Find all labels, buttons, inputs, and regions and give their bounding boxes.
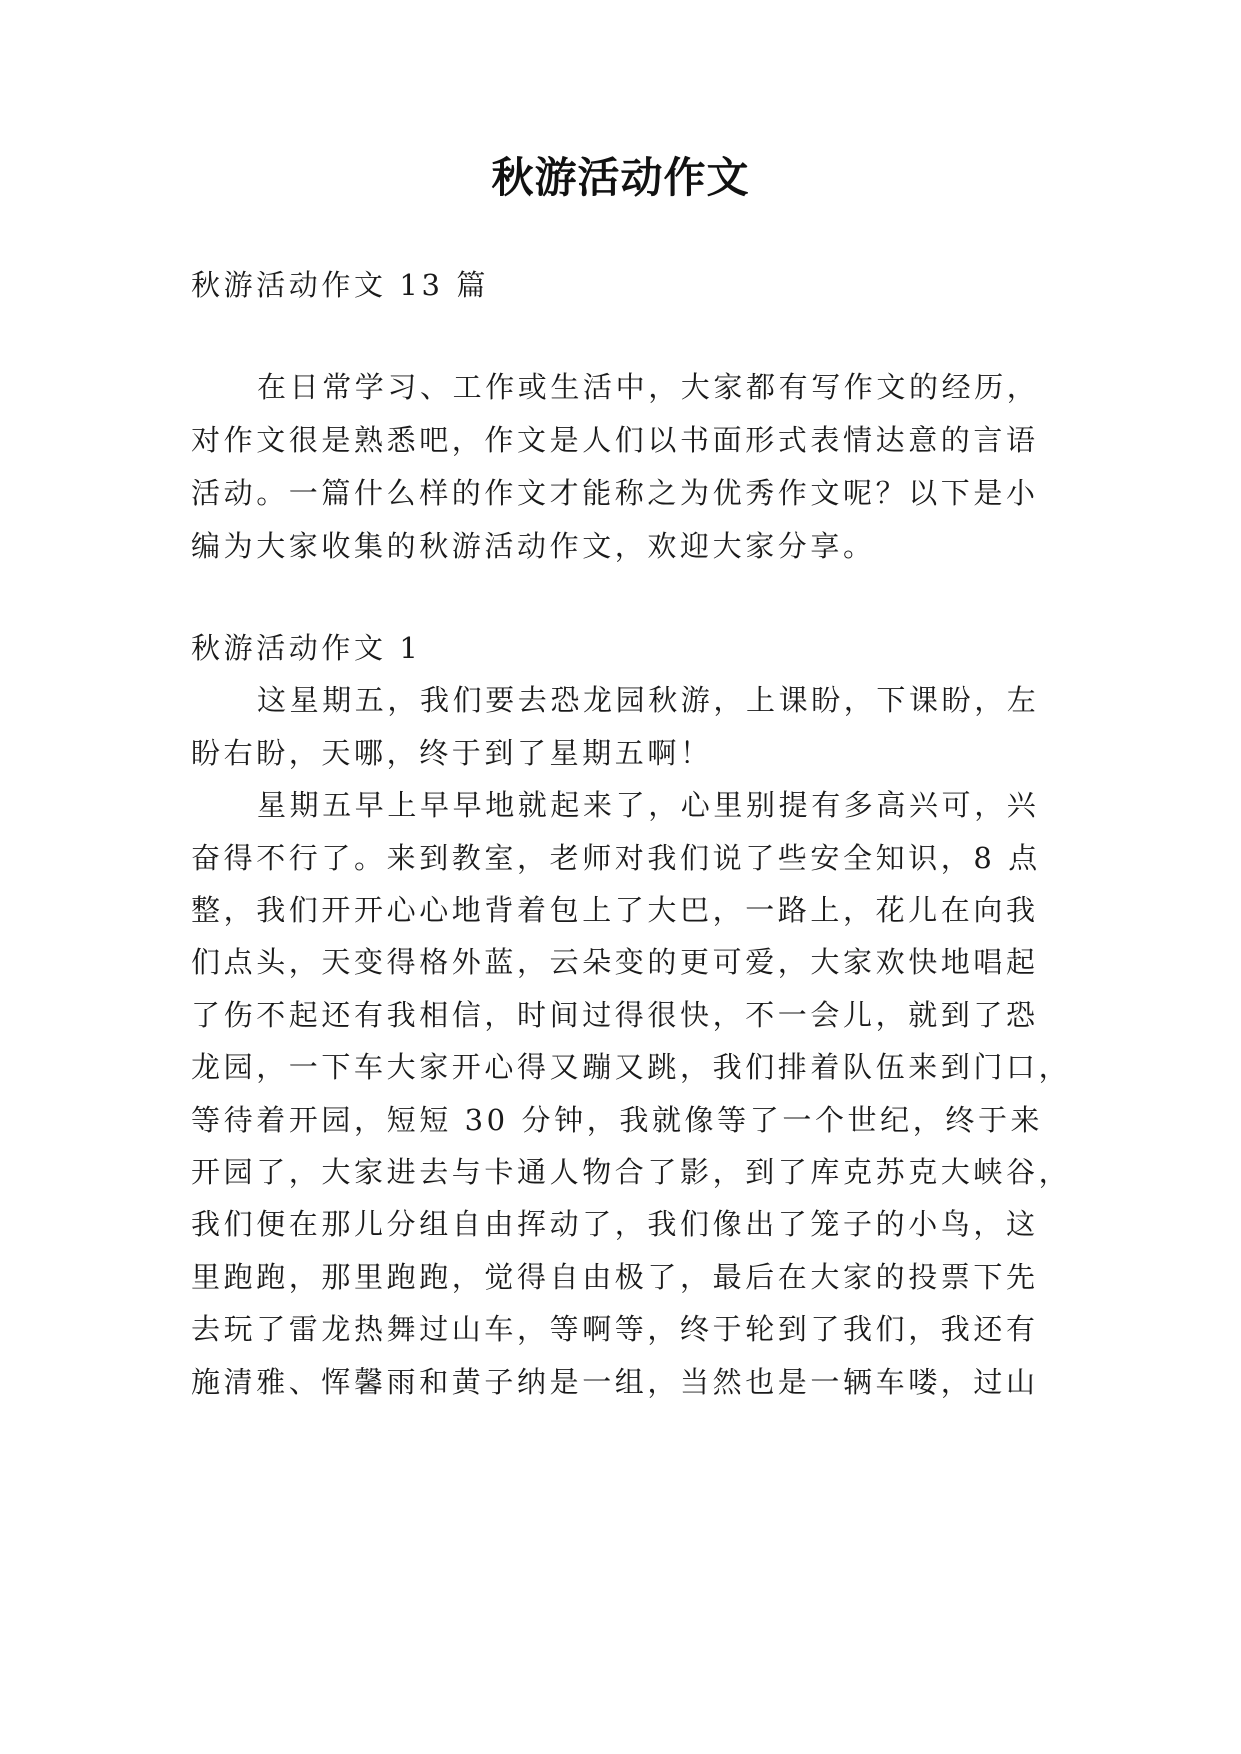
paragraph-line: 这星期五，我们要去恐龙园秋游，上课盼，下课盼，左: [257, 683, 1040, 717]
paragraph-line: 整，我们开开心心地背着包上了大巴，一路上，花儿在向我: [191, 893, 1039, 927]
paragraph-line: 星期五早上早早地就起来了，心里别提有多高兴可，兴: [257, 788, 1040, 822]
paragraph-line: 龙园，一下车大家开心得又蹦又跳，我们排着队伍来到门口，: [191, 1050, 1072, 1084]
paragraph-line: 等待着开园，短短 30 分钟，我就像等了一个世纪，终于来: [191, 1103, 1044, 1137]
paragraph-line: 去玩了雷龙热舞过山车，等啊等，终于轮到了我们，我还有: [191, 1312, 1039, 1346]
intro-line: 对作文很是熟悉吧，作文是人们以书面形式表情达意的言语: [191, 423, 1039, 457]
section-heading: 秋游活动作文 1: [191, 631, 422, 665]
paragraph-line: 开园了，大家进去与卡通人物合了影，到了库克苏克大峡谷，: [191, 1155, 1072, 1189]
document-subtitle: 秋游活动作文 13 篇: [191, 268, 489, 302]
paragraph-line: 奋得不行了。来到教室，老师对我们说了些安全知识，8 点: [191, 841, 1041, 875]
paragraph-line: 我们便在那儿分组自由挥动了，我们像出了笼子的小鸟，这: [191, 1207, 1039, 1241]
paragraph-line: 里跑跑，那里跑跑，觉得自由极了，最后在大家的投票下先: [191, 1260, 1039, 1294]
intro-line: 活动。一篇什么样的作文才能称之为优秀作文呢？以下是小: [191, 476, 1039, 510]
paragraph-line: 盼右盼，天哪，终于到了星期五啊！: [191, 736, 713, 770]
paragraph-line: 施清雅、恽馨雨和黄子纳是一组，当然也是一辆车喽，过山: [191, 1365, 1039, 1399]
paragraph-line: 们点头，天变得格外蓝，云朵变的更可爱，大家欢快地唱起: [191, 945, 1039, 979]
document-title: 秋游活动作文: [491, 153, 750, 202]
intro-line: 在日常学习、工作或生活中，大家都有写作文的经历，: [257, 370, 1040, 404]
intro-line: 编为大家收集的秋游活动作文，欢迎大家分享。: [191, 529, 876, 563]
paragraph-line: 了伤不起还有我相信，时间过得很快，不一会儿，就到了恐: [191, 998, 1039, 1032]
